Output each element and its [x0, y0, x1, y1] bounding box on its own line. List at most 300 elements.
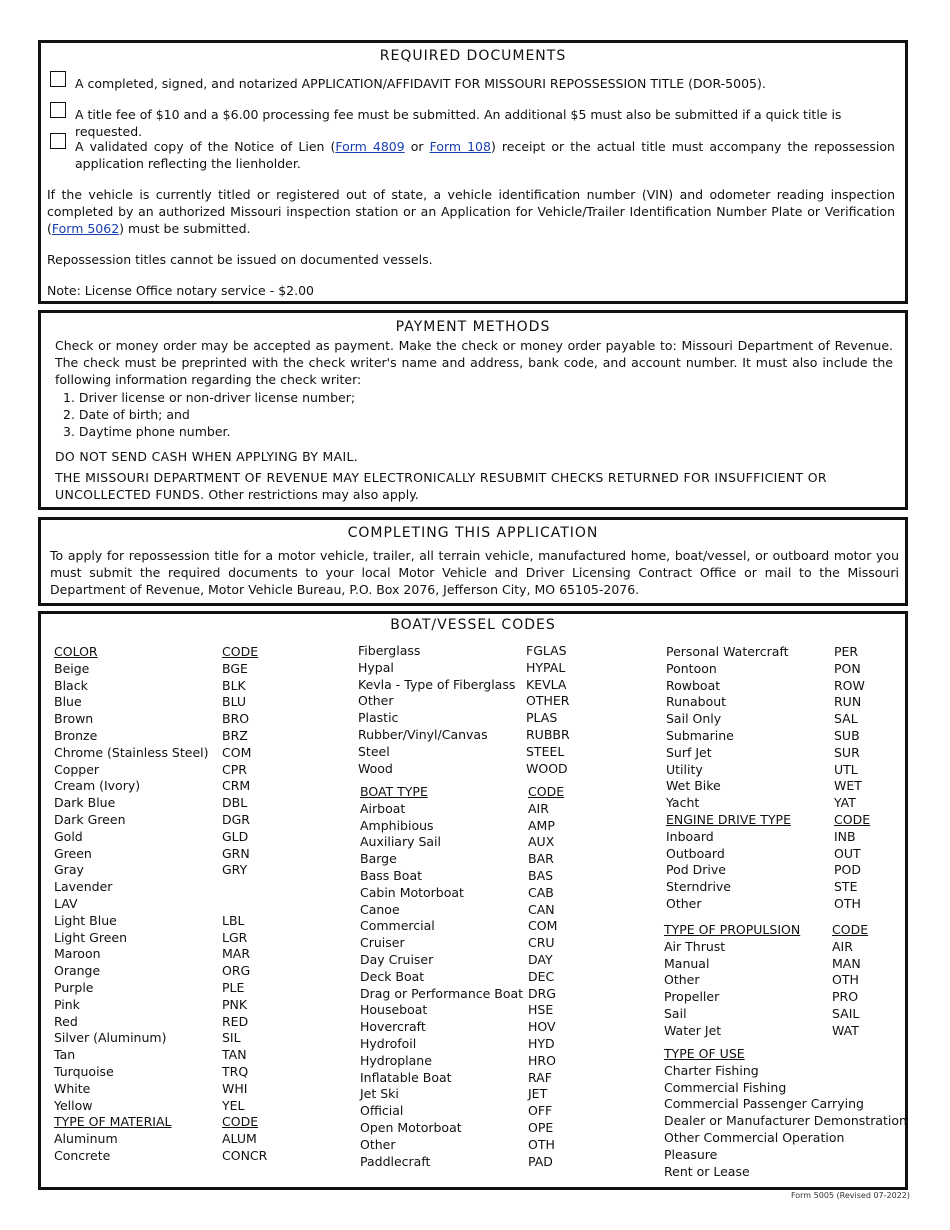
- code-table-row: [54, 661, 314, 678]
- payment-methods-title: PAYMENT METHODS: [395, 319, 551, 335]
- code-table-row: [358, 727, 598, 744]
- code-value: BAS: [528, 867, 554, 883]
- code-value: WOOD: [526, 760, 568, 776]
- code-description: Other: [666, 895, 702, 911]
- code-description: Airboat: [360, 800, 406, 816]
- code-table-row: [360, 1137, 600, 1154]
- code-table-header: [666, 812, 906, 829]
- code-description: Green: [54, 845, 92, 861]
- code-description: Concrete: [54, 1147, 111, 1163]
- code-description: Inflatable Boat: [360, 1069, 452, 1085]
- code-table-row: [666, 879, 906, 896]
- code-value: HRO: [528, 1052, 556, 1068]
- checkbox-application-affidavit[interactable]: [50, 71, 66, 87]
- code-value: WAT: [832, 1022, 859, 1038]
- code-description: Dark Green: [54, 811, 126, 827]
- code-table-row: [54, 846, 314, 863]
- code-description: Air Thrust: [664, 938, 726, 954]
- code-value: SUB: [834, 727, 860, 743]
- code-heading: CODE: [834, 811, 871, 827]
- code-table-row: [664, 972, 904, 989]
- no-cash-notice: DO NOT SEND CASH WHEN APPLYING BY MAIL.: [55, 449, 359, 464]
- code-description: Tan: [54, 1047, 76, 1063]
- code-description: Houseboat: [360, 1002, 428, 1018]
- code-description: Fiberglass: [358, 643, 421, 658]
- code-table-row: [666, 728, 906, 745]
- code-description: Canoe: [360, 901, 400, 917]
- code-description: Pod Drive: [666, 862, 726, 878]
- code-value: YEL: [222, 1097, 245, 1113]
- code-table-row: [360, 952, 600, 969]
- boat-type-column: [360, 784, 600, 1170]
- code-value: PNK: [222, 996, 248, 1012]
- code-description: Commercial: [360, 918, 435, 934]
- code-value: OFF: [528, 1103, 553, 1119]
- code-description: Kevla - Type of Fiberglass: [358, 676, 516, 692]
- code-value: SIL: [222, 1030, 241, 1046]
- code-table-row: [666, 711, 906, 728]
- code-value: PER: [834, 644, 859, 659]
- section-heading: TYPE OF PROPULSION: [664, 922, 801, 937]
- code-table-row: [666, 778, 906, 795]
- code-table-header: [360, 784, 600, 801]
- code-value: AIR: [832, 938, 853, 954]
- section-heading: TYPE OF USE: [664, 1046, 745, 1061]
- code-description: Hypal: [358, 659, 394, 675]
- code-value: PLE: [222, 979, 245, 995]
- code-description: Black: [54, 677, 88, 693]
- code-table-row: [664, 1063, 909, 1080]
- code-description: Other: [360, 1136, 396, 1152]
- code-table-row: [664, 989, 904, 1006]
- resubmit-notice: THE MISSOURI DEPARTMENT OF REVENUE MAY ELECTRONICALLY RESUBMIT CHECKS RETURNED FOR INSUFFICIENT OR UNCOLLECTED FUNDS. Other restrictions may also apply.: [55, 470, 827, 502]
- code-table-row: [360, 1036, 600, 1053]
- code-description: Inboard: [666, 828, 714, 844]
- code-value: AMP: [528, 817, 555, 833]
- code-table-row: [666, 661, 906, 678]
- code-description: Charter Fishing: [664, 1062, 759, 1078]
- code-table-row: [54, 711, 314, 728]
- required-documents-section: [38, 40, 908, 304]
- code-table-row: [360, 834, 600, 851]
- code-description: Beige: [54, 660, 90, 676]
- section-heading: BOAT TYPE: [360, 784, 428, 799]
- form-108-link[interactable]: Form 108: [429, 139, 491, 154]
- code-description: Chrome (Stainless Steel): [54, 744, 209, 760]
- code-value: DRG: [528, 985, 556, 1001]
- code-table-row: [360, 986, 600, 1003]
- code-description: Pontoon: [666, 660, 717, 676]
- type-of-use-column: [664, 1046, 909, 1180]
- code-heading: CODE: [222, 644, 259, 659]
- code-table-row: [358, 677, 598, 694]
- code-description: Hovercraft: [360, 1019, 426, 1035]
- payment-list-item-2: 2. Date of birth; and: [63, 407, 190, 422]
- code-description: Outboard: [666, 845, 725, 861]
- code-table-row: [360, 1103, 600, 1120]
- code-description: Deck Boat: [360, 968, 425, 984]
- code-table-row: [54, 762, 314, 779]
- code-value: FGLAS: [526, 643, 567, 658]
- code-value: PON: [834, 660, 861, 676]
- code-value: JET: [528, 1086, 548, 1102]
- required-item-3: A validated copy of the Notice of Lien (Form 4809 or Form 108) receipt or the actual title must accompany the repossession application reflecting the lienholder.: [75, 139, 895, 171]
- boat-vessel-codes-section: [38, 611, 908, 1190]
- code-description: Hydroplane: [360, 1052, 432, 1068]
- code-description: Open Motorboat: [360, 1119, 462, 1135]
- code-description: Sail: [664, 1005, 687, 1021]
- code-value: OTH: [834, 895, 861, 911]
- code-description: Auxiliary Sail: [360, 834, 441, 850]
- code-description: Manual: [664, 955, 710, 971]
- code-table-row: [54, 913, 314, 930]
- code-table-header: [664, 922, 904, 939]
- code-description: Other: [358, 693, 394, 709]
- code-table-row: [360, 935, 600, 952]
- code-description: Light Blue: [54, 912, 117, 928]
- code-description: Cruiser: [360, 935, 405, 951]
- code-description: Paddlecraft: [360, 1153, 431, 1169]
- code-table-row: [54, 1081, 314, 1098]
- code-table-row: [664, 1080, 909, 1097]
- code-value: HYD: [528, 1035, 555, 1051]
- code-value: DAY: [528, 951, 553, 967]
- payment-methods-section: [38, 310, 908, 510]
- code-table-row: [666, 896, 906, 913]
- code-description: Water Jet: [664, 1022, 722, 1038]
- code-value: CONCR: [222, 1147, 268, 1163]
- code-table-row: [360, 1053, 600, 1070]
- code-table-row: [664, 1113, 909, 1130]
- code-table-row: [664, 1147, 909, 1164]
- code-value: KEVLA: [526, 676, 567, 692]
- code-value: DGR: [222, 811, 250, 827]
- code-description: Rubber/Vinyl/Canvas: [358, 726, 488, 742]
- propulsion-column: [664, 922, 904, 1040]
- code-value: BRZ: [222, 727, 248, 743]
- code-value: UTL: [834, 761, 858, 777]
- completing-application-section: [38, 517, 908, 606]
- code-description: Red: [54, 1013, 78, 1029]
- code-description: Dealer or Manufacturer Demonstration: [664, 1113, 907, 1129]
- code-value: MAR: [222, 946, 251, 962]
- code-table-row: [360, 818, 600, 835]
- code-table-row: [360, 1070, 600, 1087]
- code-value: CRU: [528, 935, 555, 951]
- code-table-row: [54, 1047, 314, 1064]
- code-value: MAN: [832, 955, 861, 971]
- code-value: STE: [834, 879, 858, 895]
- code-value: YAT: [834, 795, 856, 811]
- code-description: Orange: [54, 963, 101, 979]
- code-description: Other: [664, 972, 700, 988]
- code-table-row: [358, 693, 598, 710]
- code-table-row: [360, 1154, 600, 1171]
- code-table-row: [54, 728, 314, 745]
- code-value: RUN: [834, 694, 862, 710]
- code-description: Submarine: [666, 727, 734, 743]
- code-value: CAB: [528, 884, 554, 900]
- code-value: AIR: [528, 800, 549, 816]
- code-value: BLU: [222, 694, 247, 710]
- code-value: LBL: [222, 912, 245, 928]
- code-table-row: [664, 1164, 909, 1181]
- code-value: ROW: [834, 677, 865, 693]
- code-table-row: [666, 694, 906, 711]
- required-documents-title: REQUIRED DOCUMENTS: [379, 48, 567, 64]
- code-value: HOV: [528, 1019, 556, 1035]
- code-table-row: [54, 1064, 314, 1081]
- code-description: Light Green: [54, 929, 128, 945]
- code-heading: CODE: [528, 784, 565, 799]
- code-table-row: [54, 678, 314, 695]
- code-table-row: [360, 868, 600, 885]
- code-table-row: [360, 902, 600, 919]
- code-description: Barge: [360, 851, 397, 867]
- code-table-row: [358, 660, 598, 677]
- code-value: OTHER: [526, 693, 570, 709]
- code-description: Cream (Ivory): [54, 778, 141, 794]
- code-table-row: [54, 1098, 314, 1115]
- code-table-row: [664, 956, 904, 973]
- out-of-state-paragraph: If the vehicle is currently titled or registered out of state, a vehicle identification number (VIN) and odometer reading inspection completed by an authorized Missouri inspection station or an Application for Vehicle/Trailer Identification Number Plate or Verification (Form 5062) must be submitted.: [47, 187, 895, 236]
- code-table-row: [358, 744, 598, 761]
- code-value: SAL: [834, 711, 858, 727]
- payment-list-item-1: 1. Driver license or non-driver license number;: [63, 390, 356, 405]
- code-description: Cabin Motorboat: [360, 884, 464, 900]
- code-table-row: [360, 801, 600, 818]
- code-value: SUR: [834, 744, 860, 760]
- section-heading: ENGINE DRIVE TYPE: [666, 811, 791, 827]
- code-description: Rowboat: [666, 677, 721, 693]
- checkbox-notice-of-lien[interactable]: [50, 133, 66, 149]
- notary-service-note: Note: License Office notary service - $2.00: [47, 283, 314, 298]
- code-value: AUX: [528, 834, 555, 850]
- code-value: PLAS: [526, 710, 558, 726]
- code-description: Commercial Fishing: [664, 1079, 787, 1095]
- code-value: RED: [222, 1013, 249, 1029]
- code-heading: CODE: [222, 1114, 259, 1130]
- code-description: Jet Ski: [360, 1086, 399, 1102]
- code-table-row: [664, 1096, 909, 1113]
- code-table-row: [666, 829, 906, 846]
- code-table-row: [664, 939, 904, 956]
- code-table-row: [54, 963, 314, 980]
- code-table-row: [54, 829, 314, 846]
- code-description: LAV: [54, 895, 78, 911]
- code-table-row: [358, 643, 598, 660]
- code-value: HYPAL: [526, 659, 566, 675]
- code-description: Hydrofoil: [360, 1035, 417, 1051]
- code-value: PRO: [832, 989, 859, 1005]
- code-value: ORG: [222, 963, 251, 979]
- code-value: OTH: [528, 1136, 555, 1152]
- code-table-row: [54, 946, 314, 963]
- code-value: DBL: [222, 795, 248, 811]
- code-description: Bass Boat: [360, 867, 423, 883]
- code-value: TRQ: [222, 1063, 249, 1079]
- code-value: GRN: [222, 845, 250, 861]
- code-value: HSE: [528, 1002, 554, 1018]
- code-value: COM: [222, 744, 252, 760]
- code-table-row: [360, 885, 600, 902]
- code-value: BLK: [222, 677, 246, 693]
- code-table-header: [664, 1046, 909, 1063]
- code-table-row: [360, 1002, 600, 1019]
- section-heading: TYPE OF MATERIAL: [54, 1114, 172, 1130]
- section-heading: COLOR: [54, 644, 98, 659]
- boat-type-engine-column: [666, 644, 906, 913]
- completing-application-title: COMPLETING THIS APPLICATION: [347, 525, 599, 541]
- form-number-footer: Form 5005 (Revised 07-2022): [790, 1191, 910, 1200]
- code-table-row: [54, 997, 314, 1014]
- required-item-1: A completed, signed, and notarized APPLICATION/AFFIDAVIT FOR MISSOURI REPOSSESSION TITLE (DOR-5005).: [75, 76, 766, 91]
- code-description: Lavender: [54, 879, 113, 895]
- code-description: Dark Blue: [54, 795, 116, 811]
- code-description: Yellow: [54, 1097, 93, 1113]
- code-value: RUBBR: [526, 726, 570, 742]
- code-table-row: [54, 1131, 314, 1148]
- code-value: CRM: [222, 778, 251, 794]
- code-table-row: [664, 1130, 909, 1147]
- documented-vessels-note: Repossession titles cannot be issued on documented vessels.: [47, 252, 433, 267]
- code-table-row: [358, 761, 598, 778]
- code-table-row: [54, 745, 314, 762]
- code-value: BAR: [528, 851, 554, 867]
- code-table-row: [666, 795, 906, 812]
- code-value: POD: [834, 862, 862, 878]
- code-value: GLD: [222, 828, 249, 844]
- code-description: White: [54, 1080, 91, 1096]
- code-description: Silver (Aluminum): [54, 1030, 167, 1046]
- code-description: Blue: [54, 694, 82, 710]
- code-description: Drag or Performance Boat: [360, 985, 524, 1001]
- code-value: BRO: [222, 711, 250, 727]
- code-description: Steel: [358, 743, 390, 759]
- code-value: WET: [834, 778, 862, 794]
- code-table-row: [664, 1006, 904, 1023]
- code-value: DEC: [528, 968, 555, 984]
- code-value: INB: [834, 828, 856, 844]
- code-table-row: [666, 678, 906, 695]
- code-value: CPR: [222, 761, 247, 777]
- code-table-row: [666, 644, 906, 661]
- code-description: Pleasure: [664, 1146, 718, 1162]
- code-value: OUT: [834, 845, 861, 861]
- code-value: TAN: [222, 1047, 247, 1063]
- code-table-row: [358, 710, 598, 727]
- code-table-row: [54, 980, 314, 997]
- material-column: [358, 643, 598, 777]
- code-table-row: [54, 1030, 314, 1047]
- code-value: LGR: [222, 929, 248, 945]
- code-value: GRY: [222, 862, 248, 878]
- code-table-row: [54, 896, 314, 913]
- code-table-row: [360, 1120, 600, 1137]
- code-value: CAN: [528, 901, 555, 917]
- code-description: Sail Only: [666, 711, 722, 727]
- code-description: Copper: [54, 761, 100, 777]
- code-table-row: [54, 795, 314, 812]
- code-table-row: [54, 778, 314, 795]
- code-description: Surf Jet: [666, 744, 712, 760]
- code-description: Rent or Lease: [664, 1163, 750, 1179]
- code-description: Propeller: [664, 989, 720, 1005]
- code-table-row: [54, 879, 314, 896]
- code-value: SAIL: [832, 1005, 860, 1021]
- code-description: Gray: [54, 862, 84, 878]
- code-table-row: [54, 862, 314, 879]
- code-table-row: [54, 694, 314, 711]
- code-table-row: [360, 1019, 600, 1036]
- code-description: Brown: [54, 711, 94, 727]
- code-table-row: [54, 812, 314, 829]
- code-description: Pink: [54, 996, 80, 1012]
- code-value: STEEL: [526, 743, 565, 759]
- code-description: Official: [360, 1103, 404, 1119]
- code-value: OTH: [832, 972, 859, 988]
- completing-application-text: To apply for repossession title for a motor vehicle, trailer, all terrain vehicle, manufactured home, boat/vessel, or outboard motor you must submit the required documents to your local Motor Vehicle and Driver Licensing Contract Office or mail to the Missouri Department of Revenue, Motor Vehicle Bureau, P.O. Box 2076, Jefferson City, MO 65105-2076.: [50, 548, 899, 597]
- code-table-row: [54, 1148, 314, 1165]
- code-table-row: [666, 862, 906, 879]
- code-value: COM: [528, 918, 558, 934]
- code-table-row: [54, 930, 314, 947]
- code-description: Day Cruiser: [360, 951, 434, 967]
- code-description: Maroon: [54, 946, 101, 962]
- code-value: OPE: [528, 1119, 554, 1135]
- form-5062-link[interactable]: Form 5062: [51, 221, 120, 236]
- form-4809-link[interactable]: Form 4809: [335, 139, 405, 154]
- code-description: Plastic: [358, 710, 399, 726]
- code-description: Utility: [666, 761, 703, 777]
- code-description: Turquoise: [54, 1063, 114, 1079]
- code-description: Other Commercial Operation: [664, 1129, 845, 1145]
- code-description: Gold: [54, 828, 83, 844]
- code-value: PAD: [528, 1153, 553, 1169]
- checkbox-title-fee[interactable]: [50, 102, 66, 118]
- code-table-row: [360, 969, 600, 986]
- code-description: Aluminum: [54, 1131, 118, 1147]
- payment-intro: Check or money order may be accepted as payment. Make the check or money order payable to: Missouri Department of Revenue. The check must be preprinted with the check writer's name and address, bank code, and account number. It must also include the following information regarding the check writer:: [55, 338, 893, 387]
- code-table-row: [666, 745, 906, 762]
- code-table-row: [360, 1086, 600, 1103]
- code-description: Bronze: [54, 727, 98, 743]
- code-description: Personal Watercraft: [666, 644, 789, 659]
- code-table-row: [666, 846, 906, 863]
- code-value: ALUM: [222, 1131, 257, 1147]
- code-description: Yacht: [666, 795, 700, 811]
- code-description: Runabout: [666, 694, 727, 710]
- code-description: Purple: [54, 979, 94, 995]
- code-table-row: [664, 1023, 904, 1040]
- code-description: Sterndrive: [666, 879, 732, 895]
- code-heading: CODE: [832, 922, 869, 937]
- code-description: Commercial Passenger Carrying: [664, 1096, 864, 1112]
- code-table-header: [54, 644, 314, 661]
- code-table-row: [360, 851, 600, 868]
- code-value: WHI: [222, 1080, 248, 1096]
- payment-list-item-3: 3. Daytime phone number.: [63, 424, 231, 439]
- code-description: Wet Bike: [666, 778, 721, 794]
- required-item-2: A title fee of $10 and a $6.00 processing fee must be submitted. An additional $5 must also be submitted if a quick title is requested.: [75, 107, 842, 139]
- code-value: RAF: [528, 1069, 552, 1085]
- code-value: BGE: [222, 660, 248, 676]
- boat-vessel-codes-title: BOAT/VESSEL CODES: [390, 617, 556, 633]
- code-table-header: [54, 1114, 314, 1131]
- code-table-row: [360, 918, 600, 935]
- code-table-row: [666, 762, 906, 779]
- code-description: Amphibious: [360, 817, 434, 833]
